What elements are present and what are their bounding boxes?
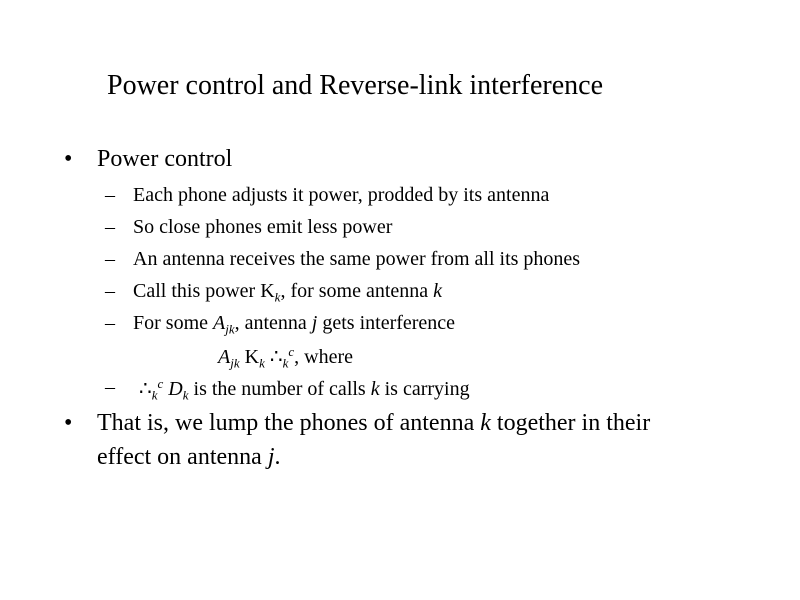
subscript: k bbox=[282, 355, 289, 371]
dash: – bbox=[105, 376, 115, 398]
superscript: c bbox=[157, 376, 164, 391]
italic-variable: D bbox=[163, 378, 183, 401]
italic-variable: A bbox=[213, 312, 226, 334]
sub-bullet-text bbox=[139, 376, 470, 404]
therefore-symbol: ∴ bbox=[264, 346, 283, 369]
subscript: k bbox=[274, 289, 281, 305]
text-segment: K bbox=[244, 346, 260, 369]
subscript: k bbox=[151, 387, 158, 403]
text-segment: , antenna bbox=[234, 312, 312, 334]
dash: – bbox=[105, 216, 115, 238]
bullet-dot: • bbox=[64, 410, 73, 436]
subscript: k bbox=[182, 387, 189, 403]
subscript: k bbox=[259, 355, 265, 371]
bullet-text: Power control bbox=[97, 146, 233, 172]
italic-variable: k bbox=[480, 410, 491, 436]
text-segment: For some bbox=[133, 312, 213, 334]
formula-text bbox=[218, 344, 353, 372]
text-segment: , for some antenna bbox=[280, 280, 434, 302]
dash: – bbox=[105, 184, 115, 206]
text-segment: is the number of calls bbox=[188, 378, 371, 401]
subscript: jk bbox=[225, 321, 235, 337]
italic-variable: A bbox=[218, 346, 231, 369]
sub-bullet-text: An antenna receives the same power from all its phones bbox=[133, 248, 581, 270]
bullet-text-line-1 bbox=[97, 410, 650, 437]
superscript: c bbox=[288, 344, 295, 359]
text-segment: is carrying bbox=[379, 378, 470, 401]
sub-bullet-text bbox=[133, 280, 442, 306]
italic-variable: j bbox=[311, 312, 318, 334]
dash: – bbox=[105, 248, 115, 270]
text-segment: , where bbox=[294, 346, 353, 369]
dash: – bbox=[105, 280, 115, 302]
italic-variable: k bbox=[433, 280, 443, 302]
text-segment: together in their bbox=[490, 410, 651, 436]
text-segment: effect on antenna bbox=[97, 444, 268, 470]
slide-title: Power control and Reverse-link interference bbox=[107, 70, 604, 101]
dash: – bbox=[105, 312, 115, 334]
bullet-text-line-2 bbox=[97, 444, 280, 471]
italic-variable: j bbox=[267, 444, 275, 470]
text-segment: gets interference bbox=[317, 312, 456, 334]
subscript: jk bbox=[230, 355, 240, 371]
italic-variable: k bbox=[370, 378, 380, 401]
sub-bullet-text: Each phone adjusts it power, prodded by its antenna bbox=[133, 184, 550, 206]
sub-bullet-text: So close phones emit less power bbox=[133, 216, 393, 238]
sub-bullet-text bbox=[133, 312, 455, 338]
text-segment: Call this power K bbox=[133, 280, 275, 302]
text-segment: . bbox=[274, 444, 281, 470]
bullet-dot: • bbox=[64, 146, 73, 172]
therefore-symbol: ∴ bbox=[139, 378, 152, 401]
text-segment: That is, we lump the phones of antenna bbox=[97, 410, 481, 436]
